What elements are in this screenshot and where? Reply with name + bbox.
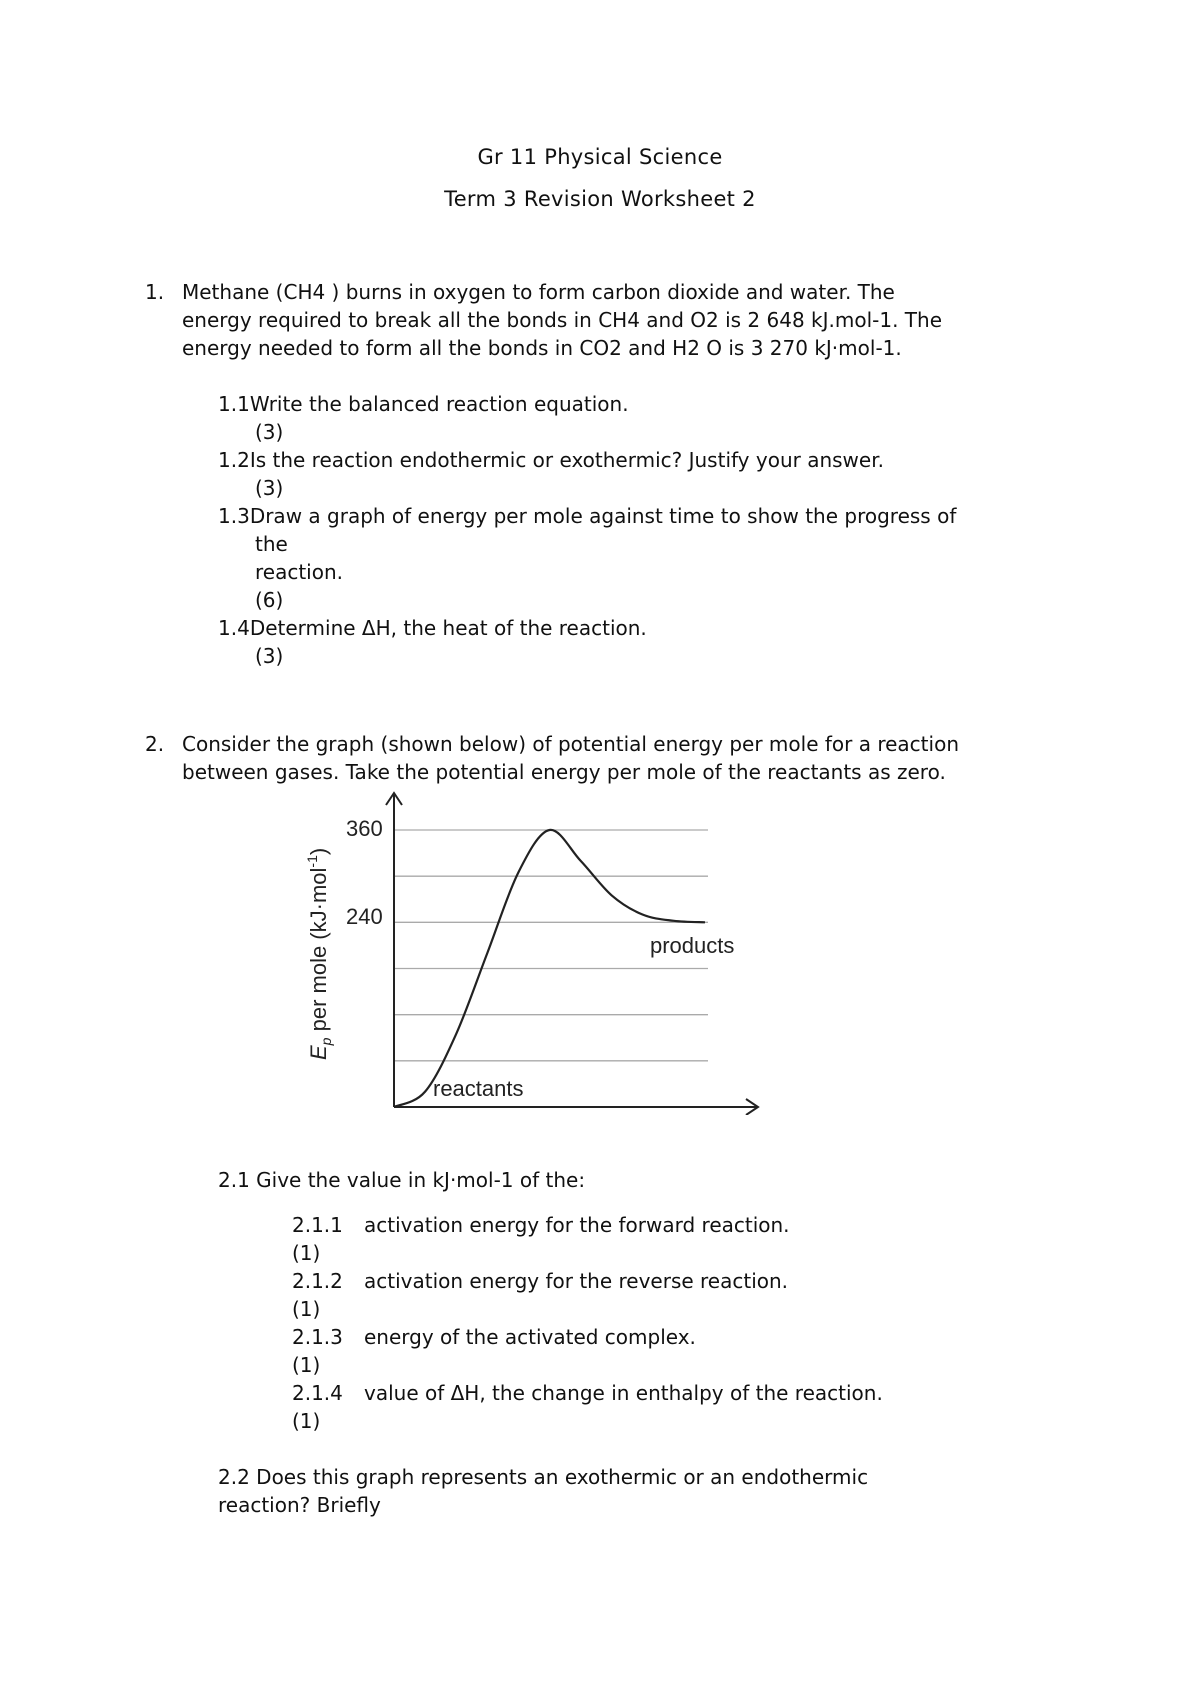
subquestion-2-1-2 — [292, 1269, 788, 1293]
subquestion-number: 1.4 — [218, 616, 250, 640]
subquestion-text-continued: the — [255, 532, 288, 556]
marks: (1) — [292, 1409, 321, 1433]
y-label-symbol: E — [306, 1045, 331, 1060]
marks: (1) — [292, 1241, 321, 1265]
subquestion-number: 2.1.3 — [292, 1325, 343, 1349]
marks: (3) — [255, 476, 284, 500]
subquestion-2-1-intro: 2.1 Give the value in kJ·mol-1 of the: — [218, 1168, 586, 1192]
y-label-subscript: p — [318, 1037, 334, 1046]
question-text-line: Methane (CH4 ) burns in oxygen to form carbon dioxide and water. The — [182, 280, 895, 304]
subquestion-number: 1.2 — [218, 448, 250, 472]
page-subtitle: Term 3 Revision Worksheet 2 — [444, 187, 756, 211]
energy-profile-chart — [290, 785, 780, 1115]
subquestion-text: value of ΔH, the change in enthalpy of the reaction. — [364, 1381, 883, 1405]
subquestion-text: Draw a graph of energy per mole against time to show the progress of — [249, 504, 957, 528]
marks: (1) — [292, 1353, 321, 1377]
subquestion-text: Write the balanced reaction equation. — [249, 392, 629, 416]
subquestion-text: Determine ΔH, the heat of the reaction. — [249, 616, 647, 640]
subquestion-1-1 — [218, 392, 629, 416]
question-text-line: energy needed to form all the bonds in CO2 and H2 O is 3 270 kJ·mol-1. — [182, 336, 902, 360]
question-text-line: energy required to break all the bonds in CH4 and O2 is 2 648 kJ.mol-1. The — [182, 308, 942, 332]
y-label-close: ) — [306, 847, 331, 856]
y-label-superscript: -1 — [304, 855, 320, 868]
reactants-label: reactants — [433, 1076, 524, 1101]
subquestion-2-1-1 — [292, 1213, 790, 1237]
subquestion-text: activation energy for the reverse reaction. — [364, 1269, 789, 1293]
subquestion-number: 1.1 — [218, 392, 250, 416]
subquestion-1-4 — [218, 616, 647, 640]
marks: (6) — [255, 588, 284, 612]
subquestion-2-2-continued: reaction? Briefly — [218, 1493, 381, 1517]
subquestion-1-2 — [218, 448, 884, 472]
marks: (1) — [292, 1297, 321, 1321]
marks: (3) — [255, 420, 284, 444]
y-axis-label — [304, 848, 334, 1060]
subquestion-2-1-3 — [292, 1325, 696, 1349]
marks: (3) — [255, 644, 284, 668]
subquestion-number: 2.1.1 — [292, 1213, 343, 1237]
subquestion-2-1-4 — [292, 1381, 883, 1405]
y-tick-label: 240 — [346, 904, 383, 929]
subquestion-number: 2.1.2 — [292, 1269, 343, 1293]
question-number: 1. — [145, 280, 165, 304]
question-number: 2. — [145, 732, 165, 756]
subquestion-text: Is the reaction endothermic or exothermic? Justify your answer. — [249, 448, 884, 472]
subquestion-text-continued: reaction. — [255, 560, 344, 584]
products-label: products — [650, 933, 735, 958]
y-tick-label: 360 — [346, 816, 383, 841]
question-text-line: Consider the graph (shown below) of potential energy per mole for a reaction — [182, 732, 959, 756]
subquestion-number: 2.1.4 — [292, 1381, 343, 1405]
subquestion-number: 1.3 — [218, 504, 250, 528]
y-label-text: per mole (kJ·mol — [306, 867, 331, 1038]
subquestion-2-2: 2.2 Does this graph represents an exothermic or an endothermic — [218, 1465, 869, 1489]
subquestion-text: energy of the activated complex. — [364, 1325, 696, 1349]
subquestion-text: activation energy for the forward reaction. — [364, 1213, 790, 1237]
question-text-line: between gases. Take the potential energy per mole of the reactants as zero. — [182, 760, 946, 784]
subquestion-1-3 — [218, 504, 956, 528]
page-title: Gr 11 Physical Science — [477, 145, 723, 169]
